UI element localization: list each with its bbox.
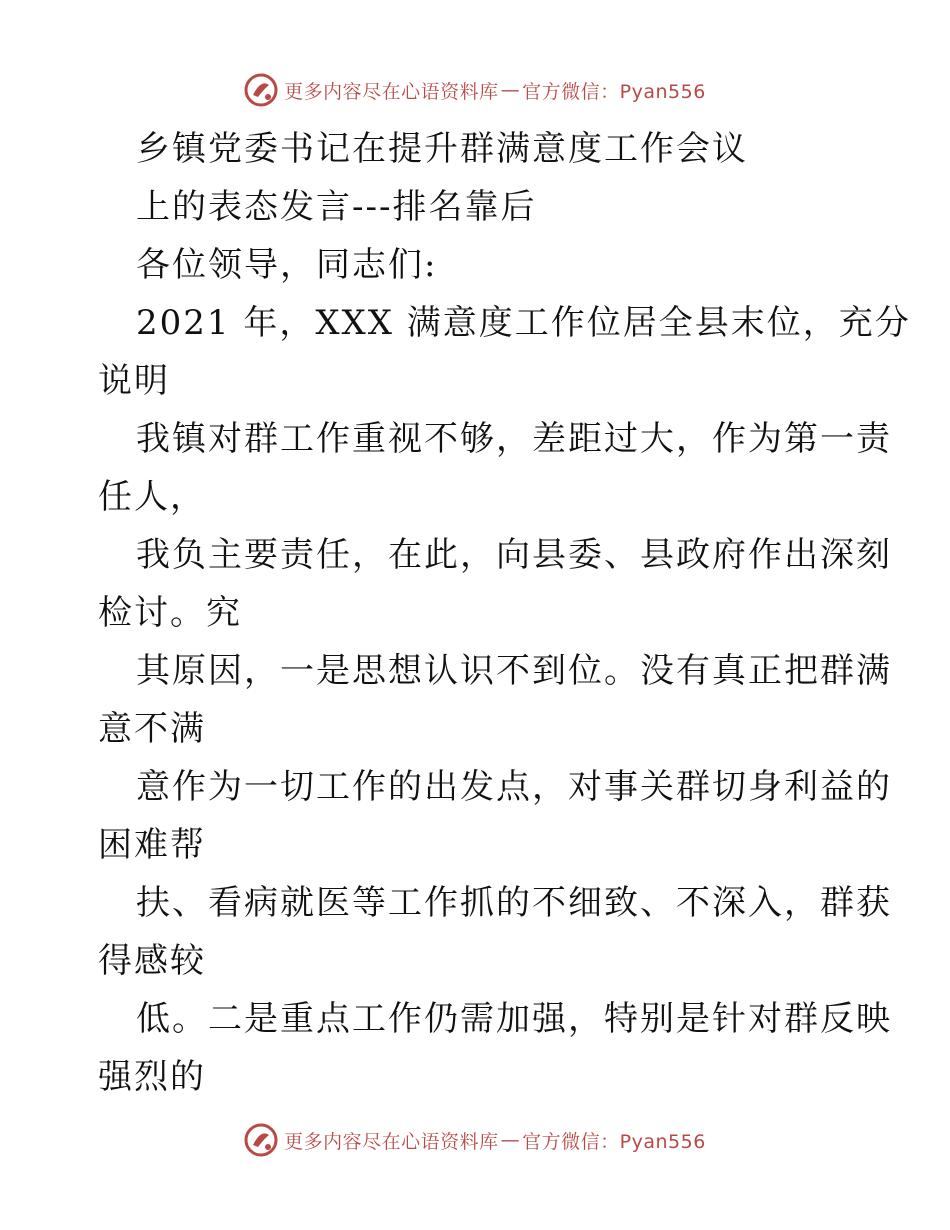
watermark-wechat-text: 官方微信：Pyan556 — [522, 80, 706, 103]
header-watermark — [0, 70, 950, 110]
paragraph-line: 我负主要责任，在此，向县委、县政府作出深刻 — [136, 535, 892, 575]
paragraph-line: 2021 年，XXX 满意度工作位居全县末位，充分 — [136, 303, 911, 343]
brand-logo-icon — [244, 73, 278, 107]
watermark-separator: — — [500, 1129, 521, 1151]
paragraph-line: 意不满 — [98, 709, 206, 749]
watermark-site-text: 更多内容尽在心语资料库 — [284, 1130, 499, 1153]
paragraph-line: 我镇对群工作重视不够，差距过大，作为第一责 — [136, 419, 892, 459]
paragraph-line: 强烈的 — [98, 1057, 206, 1097]
title-line-2: 上的表态发言---排名靠后 — [136, 187, 537, 227]
paragraph-line: 扶、看病就医等工作抓的不细致、不深入，群获 — [136, 883, 892, 923]
title-line-1: 乡镇党委书记在提升群满意度工作会议 — [136, 129, 748, 169]
paragraph-line: 说明 — [98, 361, 170, 401]
watermark-site-text: 更多内容尽在心语资料库 — [284, 80, 499, 103]
watermark-wechat-text: 官方微信：Pyan556 — [522, 1130, 706, 1153]
paragraph-line: 低。二是重点工作仍需加强，特别是针对群反映 — [136, 999, 892, 1039]
document-body — [98, 120, 911, 1106]
salutation: 各位领导，同志们: — [136, 245, 438, 285]
brand-logo-icon — [244, 1123, 278, 1157]
paragraph-line: 检讨。究 — [98, 593, 242, 633]
paragraph-line: 意作为一切工作的出发点，对事关群切身利益的 — [136, 767, 892, 807]
paragraph-line: 得感较 — [98, 941, 206, 981]
paragraph-line: 其原因，一是思想认识不到位。没有真正把群满 — [136, 651, 892, 691]
watermark-separator: — — [500, 79, 521, 101]
paragraph-line: 任人， — [98, 477, 206, 517]
footer-watermark — [0, 1120, 950, 1160]
paragraph-line: 困难帮 — [98, 825, 206, 865]
